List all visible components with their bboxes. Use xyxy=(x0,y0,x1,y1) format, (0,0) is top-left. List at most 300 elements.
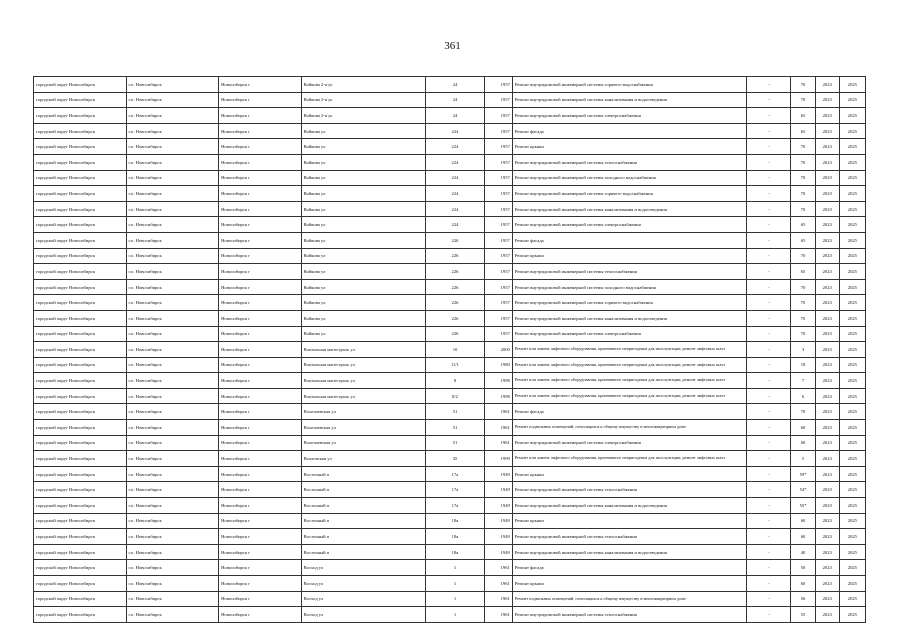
city-cell: Новосибирск г xyxy=(219,560,301,576)
street-cell: Войкова ул xyxy=(301,248,426,264)
street-cell: Войкова ул xyxy=(301,123,426,139)
municipality-cell: городской округ Новосибирск xyxy=(34,560,127,576)
district-cell: г.о. Новосибирск xyxy=(126,560,219,576)
work-type-cell: Ремонт фасада xyxy=(512,123,746,139)
page-number: 361 xyxy=(444,40,461,52)
end-year-cell: 2025 xyxy=(839,154,865,170)
wear-percent-cell: 60 xyxy=(791,420,815,436)
wear-percent-cell: 18 xyxy=(791,357,815,373)
street-cell: Войкова 2-я ул xyxy=(301,77,426,93)
end-year-cell: 2025 xyxy=(839,560,865,576)
municipality-cell: городской округ Новосибирск xyxy=(34,435,127,451)
municipality-cell: городской округ Новосибирск xyxy=(34,170,127,186)
municipality-cell: городской округ Новосибирск xyxy=(34,591,127,607)
municipality-cell: городской округ Новосибирск xyxy=(34,279,127,295)
street-cell: Вокзальная магистраль ул xyxy=(301,357,426,373)
cost-cell: - xyxy=(747,560,791,576)
cost-cell: - xyxy=(747,279,791,295)
table-row xyxy=(34,186,866,202)
municipality-cell: городской округ Новосибирск xyxy=(34,576,127,592)
city-cell: Новосибирск г xyxy=(219,420,301,436)
city-cell: Новосибирск г xyxy=(219,108,301,124)
start-year-cell: 2023 xyxy=(815,139,839,155)
table-row xyxy=(34,139,866,155)
year-built-cell: 1961 xyxy=(484,404,512,420)
work-type-cell: Ремонт подвальных помещений, относящихся к общему имуществу в многоквартирном доме xyxy=(512,591,746,607)
house-number-cell: 224 xyxy=(426,186,484,202)
start-year-cell: 2023 xyxy=(815,217,839,233)
table-row xyxy=(34,388,866,404)
table-row xyxy=(34,342,866,358)
house-number-cell: 24 xyxy=(426,77,484,93)
wear-percent-cell: 3 xyxy=(791,342,815,358)
wear-percent-cell: 70 xyxy=(791,186,815,202)
city-cell: Новосибирск г xyxy=(219,388,301,404)
municipality-cell: городской округ Новосибирск xyxy=(34,108,127,124)
work-type-cell: Ремонт внутридомовой инженерной системы канализования и водоотведения xyxy=(512,201,746,217)
start-year-cell: 2023 xyxy=(815,310,839,326)
street-cell: Восточный п xyxy=(301,466,426,482)
house-number-cell: 51 xyxy=(426,404,484,420)
end-year-cell: 2025 xyxy=(839,435,865,451)
wear-percent-cell: 50 xyxy=(791,560,815,576)
end-year-cell: 2025 xyxy=(839,388,865,404)
city-cell: Новосибирск г xyxy=(219,295,301,311)
district-cell: г.о. Новосибирск xyxy=(126,529,219,545)
wear-percent-cell: 55* xyxy=(791,498,815,514)
municipality-cell: городской округ Новосибирск xyxy=(34,544,127,560)
street-cell: Войкова ул xyxy=(301,264,426,280)
start-year-cell: 2023 xyxy=(815,154,839,170)
city-cell: Новосибирск г xyxy=(219,77,301,93)
municipality-cell: городской округ Новосибирск xyxy=(34,232,127,248)
house-number-cell: 51 xyxy=(426,435,484,451)
start-year-cell: 2023 xyxy=(815,108,839,124)
end-year-cell: 2025 xyxy=(839,186,865,202)
street-cell: Войкова 2-я ул xyxy=(301,108,426,124)
city-cell: Новосибирск г xyxy=(219,513,301,529)
wear-percent-cell: 65 xyxy=(791,217,815,233)
cost-cell: - xyxy=(747,388,791,404)
district-cell: г.о. Новосибирск xyxy=(126,154,219,170)
cost-cell: - xyxy=(747,466,791,482)
district-cell: г.о. Новосибирск xyxy=(126,264,219,280)
street-cell: Войкова ул xyxy=(301,232,426,248)
work-type-cell: Ремонт внутридомовой инженерной системы холодного водоснабжения xyxy=(512,279,746,295)
start-year-cell: 2023 xyxy=(815,420,839,436)
house-number-cell: 224 xyxy=(426,170,484,186)
wear-percent-cell: 65 xyxy=(791,264,815,280)
municipality-cell: городской округ Новосибирск xyxy=(34,498,127,514)
street-cell: Волочаевская ул xyxy=(301,404,426,420)
cost-cell: - xyxy=(747,264,791,280)
cost-cell: - xyxy=(747,544,791,560)
start-year-cell: 2023 xyxy=(815,342,839,358)
start-year-cell: 2023 xyxy=(815,435,839,451)
municipality-cell: городской округ Новосибирск xyxy=(34,139,127,155)
wear-percent-cell: 40 xyxy=(791,544,815,560)
house-number-cell: 24 xyxy=(426,108,484,124)
table-row xyxy=(34,544,866,560)
table-row xyxy=(34,123,866,139)
table-row xyxy=(34,232,866,248)
district-cell: г.о. Новосибирск xyxy=(126,232,219,248)
table-row xyxy=(34,201,866,217)
end-year-cell: 2025 xyxy=(839,170,865,186)
house-number-cell: 17а xyxy=(426,466,484,482)
year-built-cell: 1957 xyxy=(484,279,512,295)
municipality-cell: городской округ Новосибирск xyxy=(34,404,127,420)
municipality-cell: городской округ Новосибирск xyxy=(34,342,127,358)
end-year-cell: 2025 xyxy=(839,279,865,295)
wear-percent-cell: 70 xyxy=(791,154,815,170)
work-type-cell: Ремонт крыши xyxy=(512,576,746,592)
year-built-cell: 1961 xyxy=(484,420,512,436)
district-cell: г.о. Новосибирск xyxy=(126,342,219,358)
wear-percent-cell: 54* xyxy=(791,482,815,498)
table-row xyxy=(34,435,866,451)
municipality-cell: городской округ Новосибирск xyxy=(34,326,127,342)
year-built-cell: 1961 xyxy=(484,435,512,451)
work-type-cell: Ремонт внутридомовой инженерной системы холодного водоснабжения xyxy=(512,170,746,186)
city-cell: Новосибирск г xyxy=(219,451,301,467)
cost-cell: - xyxy=(747,108,791,124)
cost-cell: - xyxy=(747,420,791,436)
start-year-cell: 2023 xyxy=(815,170,839,186)
street-cell: Войкова ул xyxy=(301,326,426,342)
year-built-cell: 1949 xyxy=(484,482,512,498)
cost-cell: - xyxy=(747,357,791,373)
table-row xyxy=(34,591,866,607)
municipality-cell: городской округ Новосибирск xyxy=(34,186,127,202)
table-row xyxy=(34,482,866,498)
city-cell: Новосибирск г xyxy=(219,576,301,592)
district-cell: г.о. Новосибирск xyxy=(126,217,219,233)
street-cell: Войкова ул xyxy=(301,295,426,311)
district-cell: г.о. Новосибирск xyxy=(126,108,219,124)
city-cell: Новосибирск г xyxy=(219,139,301,155)
wear-percent-cell: 70 xyxy=(791,404,815,420)
district-cell: г.о. Новосибирск xyxy=(126,373,219,389)
wear-percent-cell: 7 xyxy=(791,373,815,389)
start-year-cell: 2023 xyxy=(815,529,839,545)
work-type-cell: Ремонт внутридомовой инженерной системы горячего водоснабжения xyxy=(512,186,746,202)
municipality-cell: городской округ Новосибирск xyxy=(34,373,127,389)
wear-percent-cell: 5 xyxy=(791,451,815,467)
year-built-cell: 1957 xyxy=(484,77,512,93)
start-year-cell: 2023 xyxy=(815,232,839,248)
wear-percent-cell: 59* xyxy=(791,466,815,482)
city-cell: Новосибирск г xyxy=(219,186,301,202)
house-number-cell: 8 xyxy=(426,373,484,389)
cost-cell: - xyxy=(747,92,791,108)
end-year-cell: 2025 xyxy=(839,466,865,482)
house-number-cell: 18а xyxy=(426,529,484,545)
street-cell: Войкова ул xyxy=(301,310,426,326)
district-cell: г.о. Новосибирск xyxy=(126,466,219,482)
year-built-cell: 1957 xyxy=(484,295,512,311)
city-cell: Новосибирск г xyxy=(219,279,301,295)
city-cell: Новосибирск г xyxy=(219,123,301,139)
end-year-cell: 2025 xyxy=(839,248,865,264)
district-cell: г.о. Новосибирск xyxy=(126,248,219,264)
district-cell: г.о. Новосибирск xyxy=(126,498,219,514)
cost-cell: - xyxy=(747,576,791,592)
street-cell: Восход ул xyxy=(301,591,426,607)
work-type-cell: Ремонт внутридомовой инженерной системы теплоснабжения xyxy=(512,264,746,280)
year-built-cell: 1957 xyxy=(484,139,512,155)
municipality-cell: городской округ Новосибирск xyxy=(34,123,127,139)
municipality-cell: городской округ Новосибирск xyxy=(34,92,127,108)
municipality-cell: городской округ Новосибирск xyxy=(34,451,127,467)
cost-cell: - xyxy=(747,295,791,311)
year-built-cell: 1999 xyxy=(484,451,512,467)
wear-percent-cell: 60 xyxy=(791,576,815,592)
start-year-cell: 2023 xyxy=(815,77,839,93)
work-type-cell: Ремонт или замена лифтового оборудования, признанного непригодным для эксплуатации, ремонт лифтовых шахт xyxy=(512,342,746,358)
house-number-cell: 226 xyxy=(426,264,484,280)
year-built-cell: 1957 xyxy=(484,264,512,280)
end-year-cell: 2025 xyxy=(839,357,865,373)
work-type-cell: Ремонт или замена лифтового оборудования, признанного непригодным для эксплуатации, ремонт лифтовых шахт xyxy=(512,451,746,467)
city-cell: Новосибирск г xyxy=(219,373,301,389)
house-number-cell: 226 xyxy=(426,248,484,264)
cost-cell: - xyxy=(747,154,791,170)
work-type-cell: Ремонт внутридомовой инженерной системы канализования и водоотведения xyxy=(512,92,746,108)
house-number-cell: 224 xyxy=(426,201,484,217)
year-built-cell: 1980 xyxy=(484,357,512,373)
city-cell: Новосибирск г xyxy=(219,326,301,342)
work-type-cell: Ремонт внутридомовой инженерной системы горячего водоснабжения xyxy=(512,295,746,311)
table-row xyxy=(34,77,866,93)
end-year-cell: 2025 xyxy=(839,108,865,124)
end-year-cell: 2025 xyxy=(839,139,865,155)
city-cell: Новосибирск г xyxy=(219,498,301,514)
district-cell: г.о. Новосибирск xyxy=(126,326,219,342)
house-number-cell: 226 xyxy=(426,232,484,248)
house-number-cell: 17а xyxy=(426,482,484,498)
district-cell: г.о. Новосибирск xyxy=(126,170,219,186)
start-year-cell: 2023 xyxy=(815,279,839,295)
year-built-cell: 1957 xyxy=(484,326,512,342)
district-cell: г.о. Новосибирск xyxy=(126,201,219,217)
year-built-cell: 1957 xyxy=(484,186,512,202)
city-cell: Новосибирск г xyxy=(219,170,301,186)
wear-percent-cell: 70 xyxy=(791,295,815,311)
city-cell: Новосибирск г xyxy=(219,466,301,482)
wear-percent-cell: 65 xyxy=(791,108,815,124)
start-year-cell: 2023 xyxy=(815,186,839,202)
wear-percent-cell: 65 xyxy=(791,232,815,248)
start-year-cell: 2023 xyxy=(815,451,839,467)
street-cell: Войкова ул xyxy=(301,154,426,170)
wear-percent-cell: 70 xyxy=(791,279,815,295)
street-cell: Восточный п xyxy=(301,498,426,514)
house-number-cell: 226 xyxy=(426,279,484,295)
end-year-cell: 2025 xyxy=(839,264,865,280)
house-number-cell: 224 xyxy=(426,123,484,139)
table-row xyxy=(34,170,866,186)
cost-cell: - xyxy=(747,326,791,342)
work-type-cell: Ремонт внутридомовой инженерной системы электроснабжения xyxy=(512,108,746,124)
start-year-cell: 2023 xyxy=(815,576,839,592)
house-number-cell: 226 xyxy=(426,326,484,342)
table-row xyxy=(34,576,866,592)
year-built-cell: 1957 xyxy=(484,232,512,248)
cost-cell: - xyxy=(747,482,791,498)
work-type-cell: Ремонт подвальных помещений, относящихся к общему имуществу в многоквартирном доме xyxy=(512,420,746,436)
work-type-cell: Ремонт внутридомовой инженерной системы канализования и водоотведения xyxy=(512,498,746,514)
start-year-cell: 2023 xyxy=(815,466,839,482)
cost-cell: - xyxy=(747,170,791,186)
repair-register-table xyxy=(33,76,866,623)
year-built-cell: 1961 xyxy=(484,607,512,623)
table-row xyxy=(34,373,866,389)
municipality-cell: городской округ Новосибирск xyxy=(34,420,127,436)
year-built-cell: 1961 xyxy=(484,576,512,592)
year-built-cell: 1998 xyxy=(484,373,512,389)
work-type-cell: Ремонт или замена лифтового оборудования, признанного непригодным для эксплуатации, ремонт лифтовых шахт xyxy=(512,357,746,373)
municipality-cell: городской округ Новосибирск xyxy=(34,264,127,280)
cost-cell: - xyxy=(747,123,791,139)
municipality-cell: городской округ Новосибирск xyxy=(34,466,127,482)
municipality-cell: городской округ Новосибирск xyxy=(34,217,127,233)
wear-percent-cell: 70 xyxy=(791,92,815,108)
municipality-cell: городской округ Новосибирск xyxy=(34,607,127,623)
city-cell: Новосибирск г xyxy=(219,435,301,451)
city-cell: Новосибирск г xyxy=(219,154,301,170)
wear-percent-cell: 55 xyxy=(791,607,815,623)
city-cell: Новосибирск г xyxy=(219,232,301,248)
end-year-cell: 2025 xyxy=(839,232,865,248)
house-number-cell: 1 xyxy=(426,607,484,623)
street-cell: Войкова ул xyxy=(301,217,426,233)
cost-cell: - xyxy=(747,373,791,389)
street-cell: Войкова 2-я ул xyxy=(301,92,426,108)
municipality-cell: городской округ Новосибирск xyxy=(34,513,127,529)
start-year-cell: 2023 xyxy=(815,404,839,420)
work-type-cell: Ремонт крыши xyxy=(512,139,746,155)
city-cell: Новосибирск г xyxy=(219,357,301,373)
house-number-cell: 51 xyxy=(426,420,484,436)
work-type-cell: Ремонт фасада xyxy=(512,232,746,248)
start-year-cell: 2023 xyxy=(815,248,839,264)
end-year-cell: 2025 xyxy=(839,591,865,607)
street-cell: Восточный п xyxy=(301,513,426,529)
work-type-cell: Ремонт внутридомовой инженерной системы теплоснабжения xyxy=(512,482,746,498)
cost-cell: - xyxy=(747,435,791,451)
city-cell: Новосибирск г xyxy=(219,264,301,280)
start-year-cell: 2023 xyxy=(815,498,839,514)
table-row xyxy=(34,420,866,436)
wear-percent-cell: 70 xyxy=(791,201,815,217)
district-cell: г.о. Новосибирск xyxy=(126,420,219,436)
city-cell: Новосибирск г xyxy=(219,310,301,326)
city-cell: Новосибирск г xyxy=(219,342,301,358)
end-year-cell: 2025 xyxy=(839,373,865,389)
cost-cell: - xyxy=(747,232,791,248)
district-cell: г.о. Новосибирск xyxy=(126,123,219,139)
district-cell: г.о. Новосибирск xyxy=(126,77,219,93)
district-cell: г.о. Новосибирск xyxy=(126,591,219,607)
work-type-cell: Ремонт внутридомовой инженерной системы теплоснабжения xyxy=(512,529,746,545)
year-built-cell: 1949 xyxy=(484,466,512,482)
end-year-cell: 2025 xyxy=(839,404,865,420)
end-year-cell: 2025 xyxy=(839,529,865,545)
wear-percent-cell: 70 xyxy=(791,139,815,155)
house-number-cell: 10 xyxy=(426,342,484,358)
year-built-cell: 1957 xyxy=(484,154,512,170)
district-cell: г.о. Новосибирск xyxy=(126,404,219,420)
district-cell: г.о. Новосибирск xyxy=(126,482,219,498)
end-year-cell: 2025 xyxy=(839,342,865,358)
table-row xyxy=(34,451,866,467)
municipality-cell: городской округ Новосибирск xyxy=(34,310,127,326)
wear-percent-cell: 6 xyxy=(791,388,815,404)
start-year-cell: 2023 xyxy=(815,92,839,108)
house-number-cell: 8/2 xyxy=(426,388,484,404)
street-cell: Восход ул xyxy=(301,576,426,592)
end-year-cell: 2025 xyxy=(839,513,865,529)
table-row xyxy=(34,264,866,280)
wear-percent-cell: 60 xyxy=(791,513,815,529)
cost-cell: - xyxy=(747,451,791,467)
table-row xyxy=(34,108,866,124)
year-built-cell: 1957 xyxy=(484,123,512,139)
table-row xyxy=(34,310,866,326)
street-cell: Войкова ул xyxy=(301,186,426,202)
table-row xyxy=(34,404,866,420)
district-cell: г.о. Новосибирск xyxy=(126,513,219,529)
end-year-cell: 2025 xyxy=(839,310,865,326)
table-row xyxy=(34,217,866,233)
year-built-cell: 1961 xyxy=(484,560,512,576)
district-cell: г.о. Новосибирск xyxy=(126,388,219,404)
work-type-cell: Ремонт внутридомовой инженерной системы горячего водоснабжения xyxy=(512,77,746,93)
end-year-cell: 2025 xyxy=(839,482,865,498)
house-number-cell: 224 xyxy=(426,154,484,170)
district-cell: г.о. Новосибирск xyxy=(126,357,219,373)
work-type-cell: Ремонт внутридомовой инженерной системы теплоснабжения xyxy=(512,154,746,170)
district-cell: г.о. Новосибирск xyxy=(126,295,219,311)
end-year-cell: 2025 xyxy=(839,295,865,311)
end-year-cell: 2025 xyxy=(839,544,865,560)
house-number-cell: 226 xyxy=(426,310,484,326)
street-cell: Вокзальная магистраль ул xyxy=(301,373,426,389)
street-cell: Восточный п xyxy=(301,529,426,545)
street-cell: Восточный п xyxy=(301,544,426,560)
city-cell: Новосибирск г xyxy=(219,482,301,498)
city-cell: Новосибирск г xyxy=(219,607,301,623)
district-cell: г.о. Новосибирск xyxy=(126,607,219,623)
municipality-cell: городской округ Новосибирск xyxy=(34,482,127,498)
end-year-cell: 2025 xyxy=(839,576,865,592)
municipality-cell: городской округ Новосибирск xyxy=(34,295,127,311)
house-number-cell: 18а xyxy=(426,513,484,529)
city-cell: Новосибирск г xyxy=(219,591,301,607)
start-year-cell: 2023 xyxy=(815,201,839,217)
cost-cell: - xyxy=(747,529,791,545)
wear-percent-cell: 70 xyxy=(791,170,815,186)
municipality-cell: городской округ Новосибирск xyxy=(34,77,127,93)
cost-cell: - xyxy=(747,607,791,623)
cost-cell: - xyxy=(747,498,791,514)
start-year-cell: 2023 xyxy=(815,591,839,607)
work-type-cell: Ремонт фасада xyxy=(512,560,746,576)
wear-percent-cell: 60 xyxy=(791,529,815,545)
year-built-cell: 1957 xyxy=(484,201,512,217)
end-year-cell: 2025 xyxy=(839,77,865,93)
